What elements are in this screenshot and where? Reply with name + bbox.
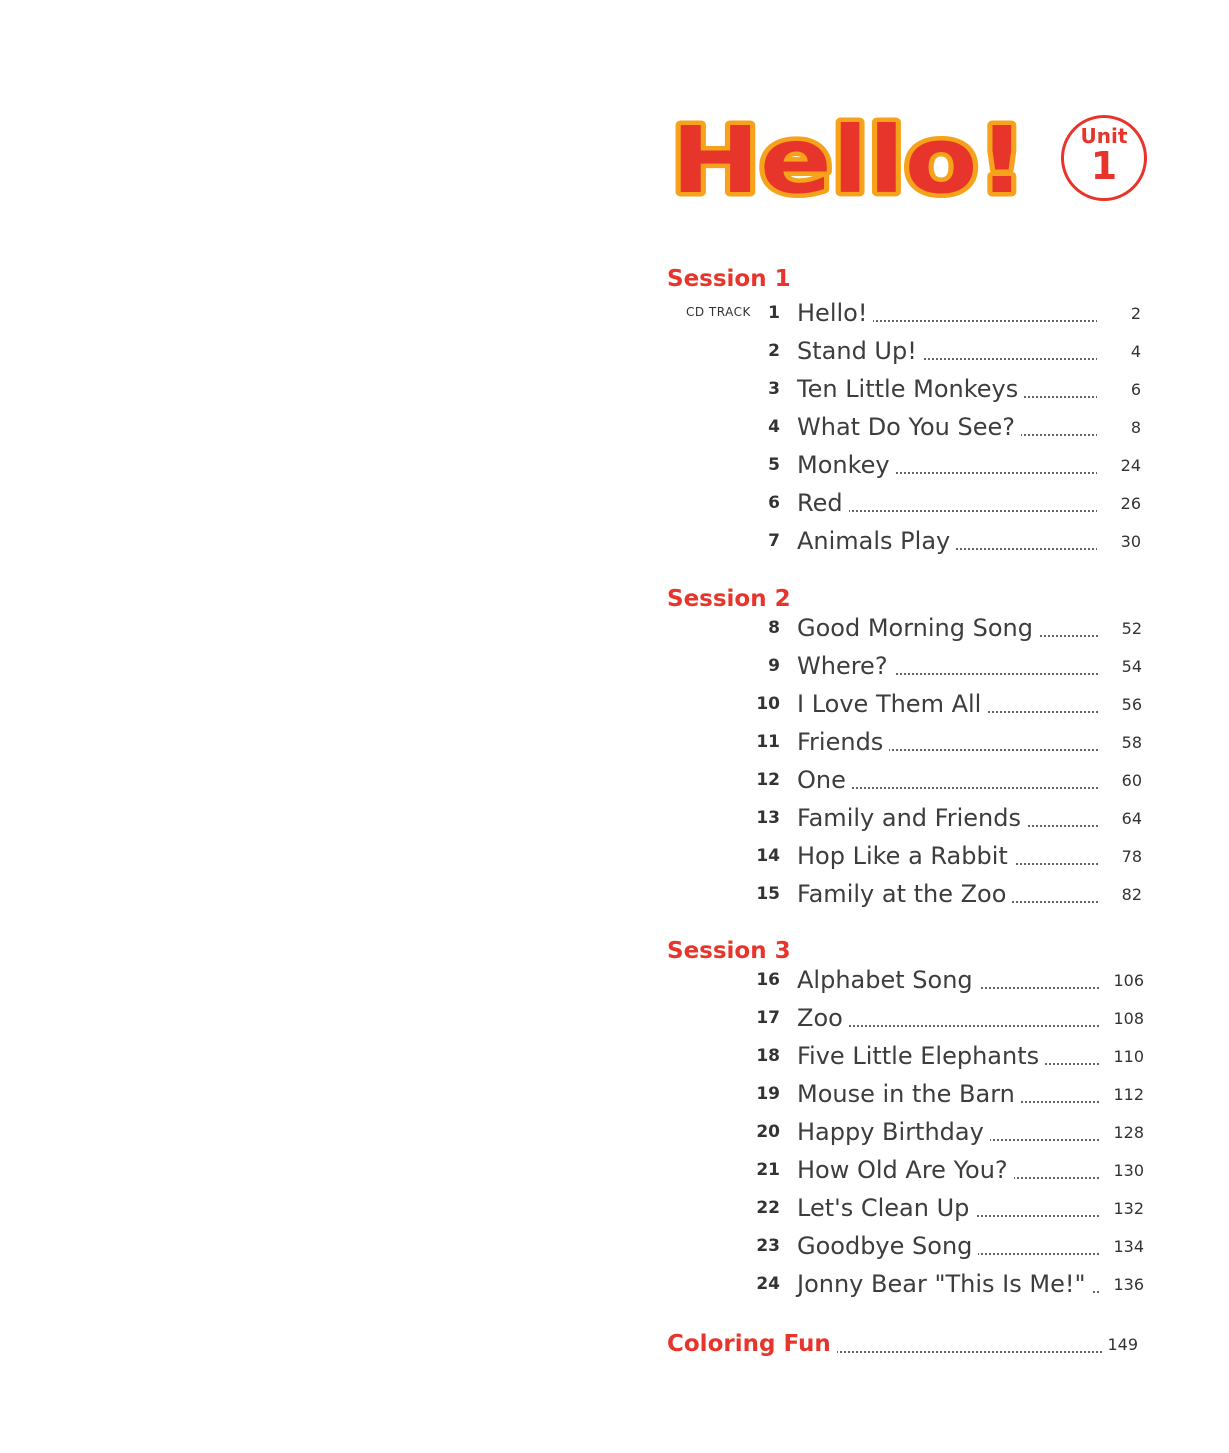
track-number: 8: [768, 618, 780, 638]
track-title: Let's Clean Up: [797, 1192, 975, 1224]
track-title: Family at the Zoo: [797, 878, 1012, 910]
track-number: 24: [756, 1274, 780, 1294]
track-number: 17: [756, 1008, 780, 1028]
page-number: 134: [1100, 1237, 1144, 1256]
page-title: [666, 100, 1036, 210]
page-number: 149: [1107, 1335, 1138, 1354]
track-title: Zoo: [797, 1002, 849, 1034]
page-number: 110: [1100, 1047, 1144, 1066]
page-number: 78: [1098, 847, 1142, 866]
session-2-title: Session 2: [667, 586, 791, 612]
page-number: 60: [1098, 771, 1142, 790]
page-number: 4: [1097, 342, 1141, 361]
track-title: Ten Little Monkeys: [797, 373, 1024, 405]
page-number: 130: [1100, 1161, 1144, 1180]
track-number: 1: [768, 303, 780, 323]
track-number: 18: [756, 1046, 780, 1066]
track-number: 7: [768, 531, 780, 551]
page-number: 112: [1100, 1085, 1144, 1104]
page-number: 108: [1100, 1009, 1144, 1028]
cd-track-label: CD TRACK: [686, 305, 751, 319]
track-number: 12: [756, 770, 780, 790]
page-number: 26: [1097, 494, 1141, 513]
track-title: Mouse in the Barn: [797, 1078, 1021, 1110]
track-title: Where?: [797, 650, 894, 682]
page-number: 136: [1100, 1275, 1144, 1294]
coloring-fun-row[interactable]: [667, 1328, 1142, 1362]
track-number: 16: [756, 970, 780, 990]
track-number: 14: [756, 846, 780, 866]
page-number: 54: [1098, 657, 1142, 676]
track-number: 19: [756, 1084, 780, 1104]
track-title: I Love Them All: [797, 688, 987, 720]
track-number: 10: [756, 694, 780, 714]
coloring-fun-title: Coloring Fun: [667, 1328, 837, 1360]
track-title: Animals Play: [797, 525, 956, 557]
track-number: 3: [768, 379, 780, 399]
track-title: Jonny Bear "This Is Me!": [797, 1268, 1092, 1300]
track-title: Stand Up!: [797, 335, 923, 367]
track-title: Five Little Elephants: [797, 1040, 1045, 1072]
unit-label: Unit: [1080, 124, 1128, 148]
track-title: Friends: [797, 726, 889, 758]
page-number: 8: [1097, 418, 1141, 437]
track-number: 9: [768, 656, 780, 676]
track-title: Hello!: [797, 297, 873, 329]
track-title: Red: [797, 487, 849, 519]
track-number: 13: [756, 808, 780, 828]
page-number: 52: [1098, 619, 1142, 638]
page-number: 64: [1098, 809, 1142, 828]
track-title: Goodbye Song: [797, 1230, 978, 1262]
track-number: 5: [768, 455, 780, 475]
track-title: Alphabet Song: [797, 964, 979, 996]
track-title: Monkey: [797, 449, 896, 481]
page-number: 106: [1100, 971, 1144, 990]
session-3-title: Session 3: [667, 938, 791, 964]
track-number: 20: [756, 1122, 780, 1142]
track-number: 11: [756, 732, 780, 752]
track-number: 23: [756, 1236, 780, 1256]
page-number: 30: [1097, 532, 1141, 551]
unit-badge: [1061, 115, 1147, 201]
track-number: 21: [756, 1160, 780, 1180]
track-number: 4: [768, 417, 780, 437]
page-number: 6: [1097, 380, 1141, 399]
page-number: 128: [1100, 1123, 1144, 1142]
track-number: 6: [768, 493, 780, 513]
session-1-title: Session 1: [667, 266, 791, 292]
track-title: Family and Friends: [797, 802, 1027, 834]
track-title: What Do You See?: [797, 411, 1021, 443]
page-number: 24: [1097, 456, 1141, 475]
track-number: 2: [768, 341, 780, 361]
track-number: 22: [756, 1198, 780, 1218]
track-title: Hop Like a Rabbit: [797, 840, 1014, 872]
page-number: 58: [1098, 733, 1142, 752]
page-number: 56: [1098, 695, 1142, 714]
unit-number: 1: [1090, 144, 1118, 188]
track-title: Good Morning Song: [797, 612, 1039, 644]
page-number: 82: [1098, 885, 1142, 904]
track-title: One: [797, 764, 852, 796]
track-number: 15: [756, 884, 780, 904]
title-text: Hello!: [671, 107, 1026, 210]
page-number: 2: [1097, 304, 1141, 323]
track-title: Happy Birthday: [797, 1116, 990, 1148]
track-title: How Old Are You?: [797, 1154, 1014, 1186]
page-number: 132: [1100, 1199, 1144, 1218]
